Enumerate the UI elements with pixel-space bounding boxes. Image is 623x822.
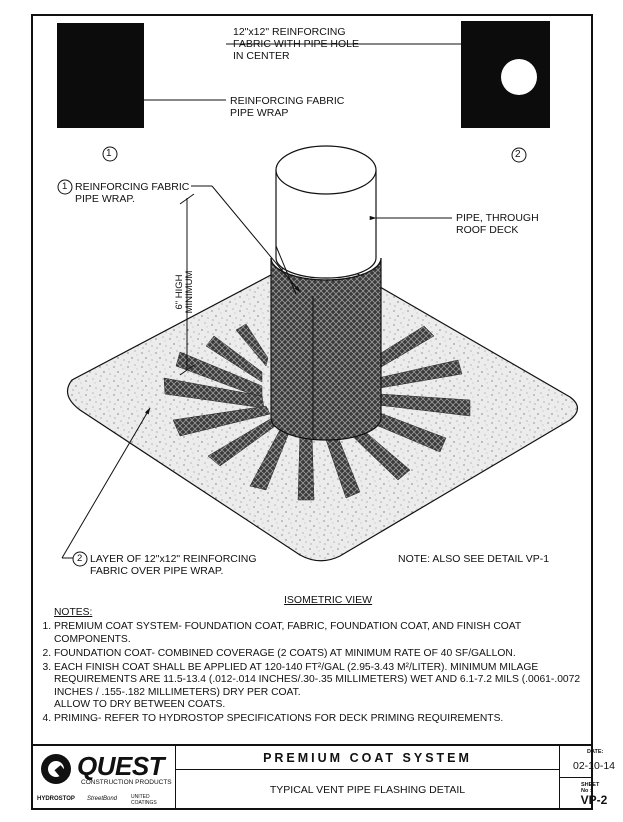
- notes-heading: NOTES:: [54, 607, 93, 618]
- height-label: 6" HIGH MINIMUM: [174, 270, 195, 314]
- callout2-text: LAYER OF 12"x12" REINFORCING FABRIC OVER PIPE WRAP.: [90, 553, 257, 577]
- date-label: DATE:: [587, 749, 604, 755]
- note-item-extra: ALLOW TO DRY BETWEEN COATS.: [54, 699, 226, 711]
- note-item: 2. FOUNDATION COAT- COMBINED COVERAGE (2 COATS) AT MINIMUM RATE OF 40 SF/GALLON.: [54, 648, 586, 660]
- note-item: 1. PREMIUM COAT SYSTEM- FOUNDATION COAT, FABRIC, FOUNDATION COAT, AND FINISH COAT COMPONENTS.: [54, 621, 586, 646]
- note-item: [54, 662, 586, 711]
- iso-pipe-wrap: [271, 258, 381, 440]
- callout1-text: REINFORCING FABRIC PIPE WRAP.: [75, 181, 190, 205]
- detail-title: TYPICAL VENT PIPE FLASHING DETAIL: [176, 770, 560, 810]
- detail1-label: 12"x12" REINFORCING FABRIC WITH PIPE HOLE IN CENTER: [233, 26, 360, 62]
- iso-pipe-top: [276, 146, 376, 194]
- date-value: 02-10-14: [572, 760, 616, 772]
- see-detail-note: NOTE: ALSO SEE DETAIL VP-1: [398, 553, 550, 565]
- pipe-label: PIPE, THROUGH ROOF DECK: [456, 212, 539, 236]
- system-title: PREMIUM COAT SYSTEM: [176, 746, 560, 770]
- notes-section: [38, 607, 586, 728]
- detail1-number: 1: [106, 148, 112, 159]
- detail2-label: REINFORCING FABRIC PIPE WRAP: [230, 95, 345, 119]
- partner-united: UNITED COATINGS: [131, 794, 157, 806]
- callout2-number: 2: [77, 553, 83, 564]
- detail2-number: 2: [515, 149, 521, 160]
- view-title: ISOMETRIC VIEW: [284, 594, 373, 606]
- partner-hydrostop: HYDROSTOP: [37, 796, 75, 802]
- partner-streetbond: StreetBond: [87, 796, 118, 802]
- note-item: 4. PRIMING- REFER TO HYDROSTOP SPECIFICATIONS FOR DECK PRIMING REQUIREMENTS.: [54, 713, 586, 725]
- callout1-number: 1: [62, 181, 68, 192]
- callout2-leader: [62, 408, 150, 558]
- sheet-value: VP-2: [580, 793, 608, 807]
- sheet-label: SHEET No :: [581, 782, 600, 794]
- detail1-pipe-wrap-square: [57, 23, 144, 128]
- quest-logo-icon: [39, 752, 73, 786]
- note-item-text: EACH FINISH COAT SHALL BE APPLIED AT 120-140 FT²/GAL (2.95-3.43 M²/LITER). MINIMUM MILAGE REQUIREMENTS ARE 11.5-13.4 (.012-.014 INCHES/.30-.35 MILLIMETERS) WET AND 6.1-7.2 MILS (.0061-.0072 INCHES / .155-.182 MILLIMETERS) DRY PER COAT.: [54, 662, 581, 698]
- brand-sub: CONSTRUCTION PRODUCTS: [81, 779, 172, 786]
- brand-name: QUEST: [77, 751, 165, 781]
- detail2-pipe-hole: [501, 59, 537, 95]
- logo-cell: [31, 746, 176, 810]
- title-block: [31, 744, 616, 812]
